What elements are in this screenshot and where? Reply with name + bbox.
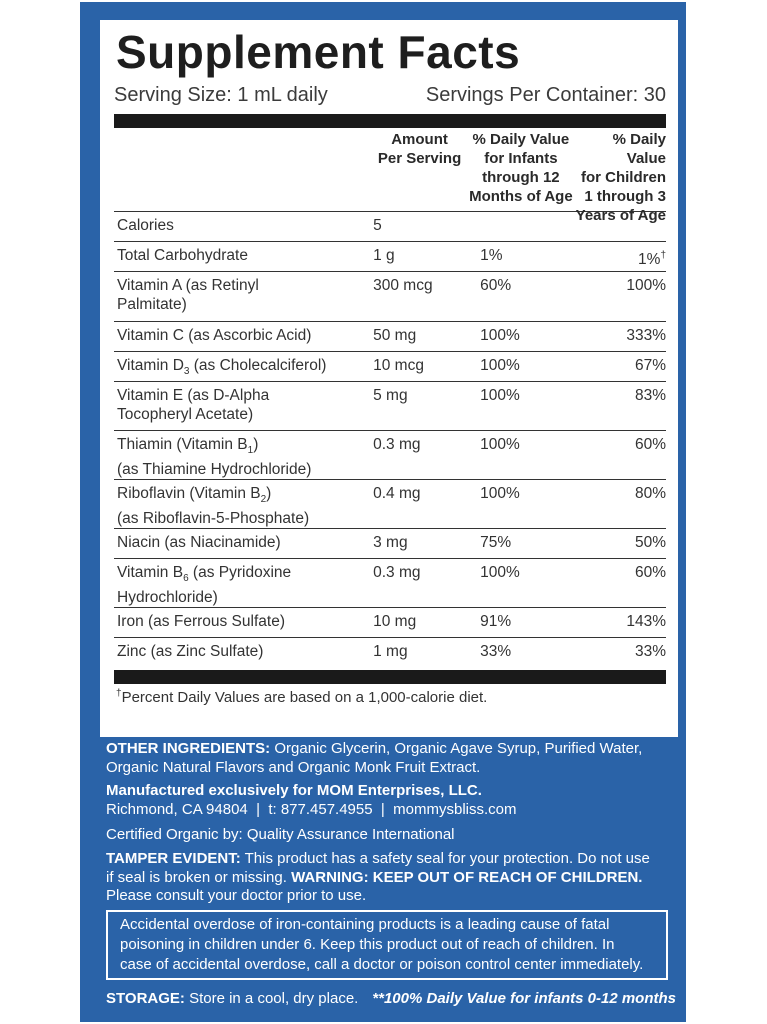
table-row: Calories 5 bbox=[114, 212, 666, 242]
column-headers bbox=[114, 128, 666, 224]
manufacturer-info: Manufactured exclusively for MOM Enterprises, LLC. Richmond, CA 94804 | t: 877.457.4955 | mommysbliss.com bbox=[106, 782, 517, 818]
other-ingredients: OTHER INGREDIENTS: Organic Glycerin, Organic Agave Syrup, Purified Water, Organic Natural Flavors and Organic Monk Fruit Extract. bbox=[106, 740, 643, 776]
servings-per-container: Servings Per Container: 30 bbox=[425, 84, 666, 106]
tamper-warning: TAMPER EVIDENT: This product has a safety seal for your protection. Do not use if seal is broken or missing. WARNING: KEEP OUT OF REACH OF CHILDREN. Please consult your doctor prior to use. bbox=[106, 850, 650, 904]
table-row: Zinc (as Zinc Sulfate) 1 mg 33% 33% bbox=[117, 643, 666, 660]
table-row: Iron (as Ferrous Sulfate) 10 mg 91% 143% bbox=[114, 608, 666, 638]
table-row: Vitamin C (as Ascorbic Acid) 50 mg 100% 333% bbox=[114, 322, 666, 352]
thick-divider bbox=[114, 670, 666, 684]
table-row: Vitamin $B_6$ (as Pyridoxine Hydrochloride) 0.3 mg 100% 60% bbox=[114, 559, 666, 608]
supplement-facts-panel bbox=[100, 20, 678, 737]
facts-title: Supplement Facts bbox=[116, 26, 521, 78]
serving-size: Serving Size: 1 mL daily bbox=[114, 84, 328, 106]
infant-note: **100% Daily Value for infants 0-12 months bbox=[372, 990, 676, 1007]
table-row: Vitamin E (as D-Alpha Tocopheryl Acetate) 5 mg 100% 83% bbox=[114, 382, 666, 431]
header-children: % Daily Value for Children 1 through 3 Years of Age bbox=[575, 131, 666, 224]
table-row: Niacin (as Niacinamide) 3 mg 75% 50% bbox=[114, 529, 666, 559]
table-row: Total Carbohydrate 1 g 1% 1%† bbox=[114, 242, 666, 272]
table-row: Vitamin $D_3$ (as Cholecalciferol) 10 mcg 100% 67% bbox=[114, 352, 666, 382]
header-infants: % Daily Value for Infants through 12 Months of Age bbox=[469, 131, 573, 205]
thick-divider bbox=[114, 114, 666, 128]
table-row: Riboflavin (Vitamin $B_2$) (as Riboflavin-5-Phosphate) 0.4 mg 100% 80% bbox=[114, 480, 666, 529]
header-amount: Amount Per Serving bbox=[377, 131, 462, 167]
table-row: Thiamin (Vitamin $B_1$) (as Thiamine Hydrochloride) 0.3 mg 100% 60% bbox=[114, 431, 666, 480]
certification: Certified Organic by: Quality Assurance International bbox=[106, 826, 455, 843]
serving-info bbox=[114, 82, 666, 108]
footnote: †Percent Daily Values are based on a 1,000-calorie diet. bbox=[116, 688, 488, 706]
storage-info: STORAGE: Store in a cool, dry place. **100% Daily Value for infants 0-12 months bbox=[106, 990, 676, 1007]
table-row: Vitamin A (as Retinyl Palmitate) 300 mcg 60% 100% bbox=[114, 272, 666, 322]
iron-warning-box: Accidental overdose of iron-containing products is a leading cause of fatal poisoning in children under 6. Keep this product out of reach of children. In case of accidental overdose, call a doctor or poison control center immediately. bbox=[106, 910, 668, 980]
